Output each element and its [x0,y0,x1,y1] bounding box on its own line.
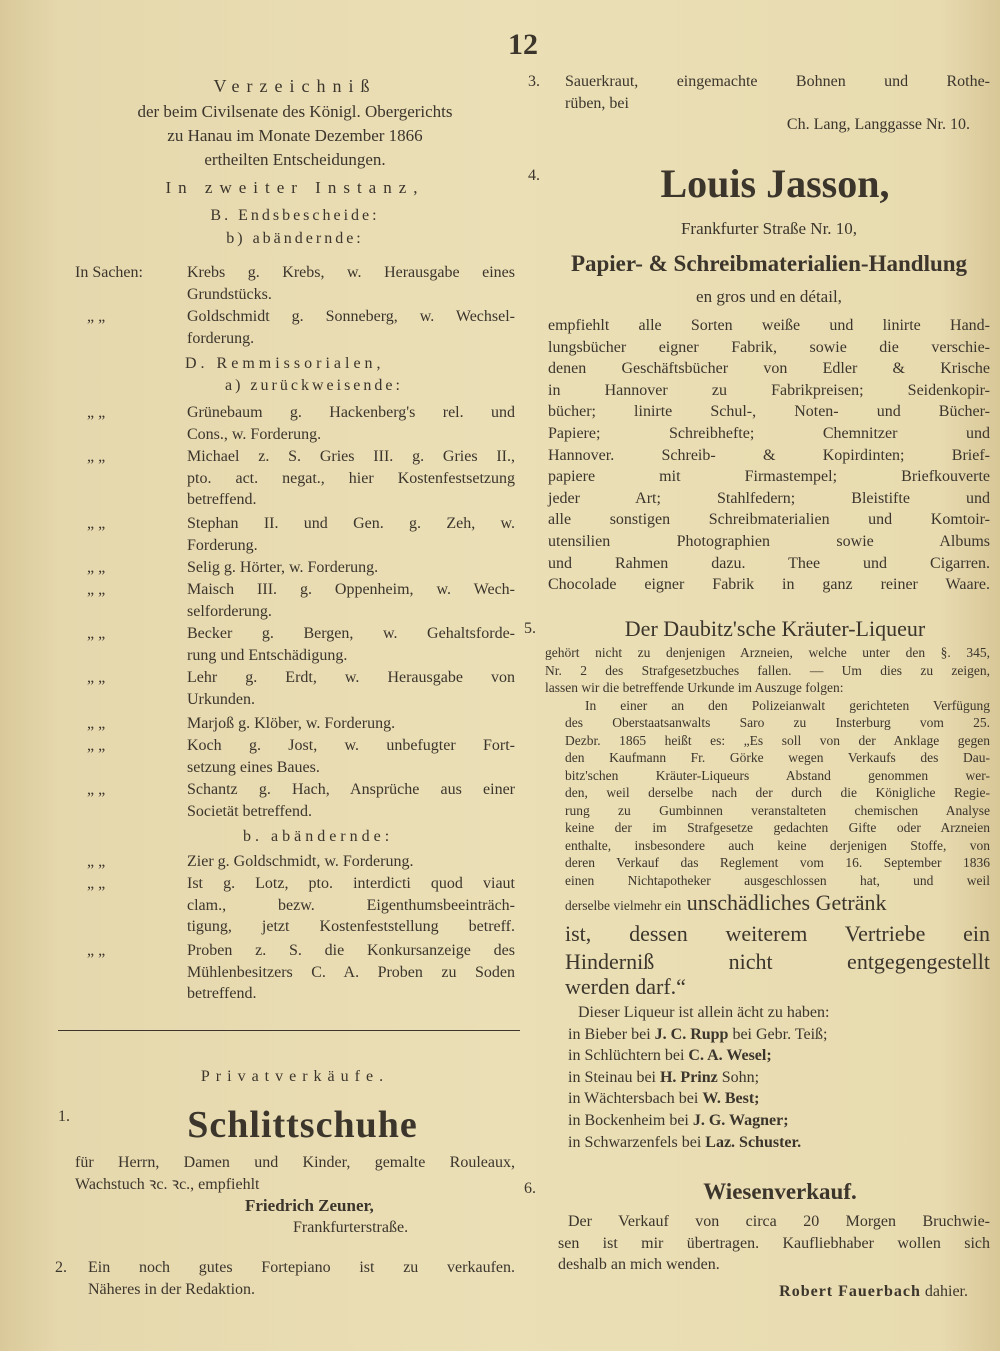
sellers-list [568,1002,990,1153]
seller-place: in Steinau bei [568,1068,656,1086]
quote-line [565,889,990,920]
entry-prefix: In Sachen: [75,264,143,281]
entry-line: Proben z. S. die Konkursanzeige des [187,942,515,959]
ad-number: 4. [528,167,540,184]
entry [75,940,515,1007]
ad-line: lassen wir die betreffende Urkunde im Auszuge folgen: [545,680,844,695]
entry-line: rung und Entschädigung. [187,646,348,664]
ad-line: deshalb an mich wenden. [558,1256,720,1274]
quote-line: den Kaufmann Fr. Görke wegen Verkaufs des Dau- [565,750,990,765]
entry-line: Lehr g. Erdt, w. Herausgabe von [187,669,515,686]
left-column [75,72,515,250]
seller-name: C. A. Wesel; [688,1047,772,1065]
entry-line: Schantz g. Hach, Ansprüche aus einer [187,781,515,798]
entry-line: setzung eines Baues. [187,758,320,776]
entry-prefix: „ „ [87,404,106,421]
ad-line: Wachstuch ꝛc. ꝛc., empfiehlt [75,1175,260,1193]
entry-prefix: „ „ [87,308,106,325]
ad-line: und Rahmen dazu. Thee und Cigarren. [548,554,990,572]
quote-emphasis: ist, dessen weiterem Vertriebe ein [565,921,990,946]
entry-line: Societät betreffend. [187,802,312,820]
ad-line: bücher; linirte Schul-, Noten- und Bücher- [548,403,990,421]
seller-name: J. G. Wagner; [692,1111,789,1129]
ad-line: in Hannover zu Fabrikpreisen; Seidenkopir- [548,381,990,399]
ad-line: jeder Art; Stahlfedern; Bleistifte und [548,489,990,507]
entry-prefix: „ „ [87,715,106,732]
entry-line: Becker g. Bergen, w. Gehaltsforde- [187,625,515,642]
entry-line: Marjoß g. Klöber, w. Forderung. [187,715,396,732]
entry-prefix: „ „ [87,875,106,892]
quote-line: des Oberstaatsanwalts Saro zu Insterburg vom 25. [565,715,990,730]
entry-prefix: „ „ [87,515,106,532]
quote-emphasis: werden darf.“ [565,974,686,999]
ad-line: Chocolade eigner Fabrik in ganz reiner Waare. [548,576,990,594]
seller-name: Laz. Schuster. [705,1133,802,1151]
ad-line: rüben, bei [565,94,629,112]
entry-prefix: „ „ [87,942,106,959]
entry [75,446,515,513]
entry-prefix: „ „ [87,625,106,642]
quote-small-text: derselbe vielmehr ein [565,898,682,913]
section-subheading: a) zurückweisende: [225,376,403,394]
ad-line: Ein noch gutes Fortepiano ist zu verkaufen. [88,1259,515,1276]
entry-line: Grünebaum g. Hackenberg's rel. und [187,404,515,421]
entry-prefix: „ „ [87,853,106,870]
entry-line: Selig g. Hörter, w. Forderung. [187,559,379,576]
seller-place: in Bieber bei [568,1025,651,1043]
quote-line: rung zu Gumbinnen veranstalteten chemischen Analyse [565,802,990,818]
page-number: 12 [508,28,538,61]
entries-group-2 [75,402,515,1007]
court-list-subtitle: ertheilten Entscheidungen. [204,150,386,169]
entry [75,851,515,873]
ad-2 [88,1257,515,1300]
entry-line: Mühlenbesitzers C. A. Proben zu Soden [187,963,515,981]
entry [75,513,515,557]
ad-headline: Louis Jasson, [660,161,890,206]
seller-note: dahier. [924,1282,968,1300]
seller-line [568,1110,990,1132]
entry [75,873,515,940]
ad-number: 2. [55,1259,67,1276]
ad-6 [558,1211,990,1302]
entries-group-1 [75,262,515,352]
entry-line: Cons., w. Forderung. [187,425,322,443]
ad-line: Näheres in der Redaktion. [88,1280,256,1298]
ad-line: gehört nicht zu denjenigen Arzneien, welche unter den §. 345, [545,645,990,660]
section-subheading: b) abändernde: [226,230,364,247]
ad-1 [75,1152,515,1238]
shop-trade: en gros und en détail, [696,287,842,306]
seller-name: H. Prinz [659,1068,718,1086]
entry [75,623,515,667]
seller-line [568,1024,990,1046]
ad-line: Der Verkauf von circa 20 Morgen Bruchwie- [568,1213,990,1230]
ad-line: sen ist mir übertragen. Kaufliebhaber wollen sich [558,1234,990,1252]
ad-number: 6. [524,1180,536,1197]
ad-line: denen Geschäftsbücher von Edler & Krische [548,360,990,378]
entry-prefix: „ „ [87,737,106,754]
column-divider [58,1030,520,1031]
ad-number: 1. [58,1108,70,1125]
entry-prefix: „ „ [87,581,106,598]
ad-line: Hannover. Schreib- & Kopirdinten; Brief- [548,446,990,464]
instance-heading: In zweiter Instanz, [165,178,425,197]
entry [187,306,515,349]
seller-name: J. C. Rupp [654,1025,729,1043]
quote-line: enthalte, insbesondere auch keine derjenigen Stoffe, von [565,837,990,853]
ad-line: Papiere; Schreibhefte; Chemnitzer und [548,424,990,442]
entry [75,402,515,446]
ad-number: 3. [528,73,540,90]
quote-line: deren Verkauf das Reglement vom 16. September 1836 [565,855,990,870]
entry [75,713,515,735]
entry-line: betreffend. [187,491,257,509]
entry-line: Michael z. S. Gries III. g. Gries II., [187,448,515,465]
entry [75,557,515,579]
quote-line: Dezbr. 1865 heißt es: „Es soll von der Anklage gegen [565,732,990,748]
seller-name: Ch. Lang, Langgasse Nr. 10. [786,116,970,134]
ad-number: 5. [524,620,536,637]
section-d [185,353,515,396]
entry [75,735,515,779]
quote-line: keine der im Strafgesetze gedachten Gifte oder Arzneien [565,820,990,835]
entry-line: tigung, jetzt Kostenfeststellung betreff. [187,918,515,936]
ad-headline: Der Daubitz'sche Kräuter-Liqueur [624,616,926,641]
entry-line: selforderung. [187,602,272,620]
seller-line [568,1045,990,1067]
entry-prefix: „ „ [87,448,106,465]
seller-place: in Wächtersbach bei [568,1090,699,1108]
ad-5-body [545,644,990,999]
entry-line: Koch g. Jost, w. unbefugter Fort- [187,737,515,754]
seller-note: Sohn; [721,1068,760,1086]
court-list-title: Verzeichniß [213,76,377,96]
entry-line: Ist g. Lotz, pto. interdicti quod viaut [187,875,515,892]
entry [187,262,515,305]
seller-address: Frankfurterstraße. [293,1218,409,1236]
entry-line: Krebs g. Krebs, w. Herausgabe eines [187,264,515,281]
seller-place: in Schwarzenfels bei [568,1133,702,1151]
entry-line: betreffend. [187,985,257,1003]
seller-name: Friedrich Zeuner, [245,1196,374,1216]
ad-headline: Schlittschuhe [187,1104,418,1146]
ad-headline: Wiesenverkauf. [703,1179,857,1204]
entry-line: clam., bezw. Eigenthumsbeeinträch- [187,896,515,914]
seller-place: in Schlüchtern bei [568,1047,685,1065]
entry-prefix: „ „ [87,669,106,686]
seller-line [568,1132,990,1154]
entry-line: Zier g. Goldschmidt, w. Forderung. [187,853,414,870]
ad-line: utensilien Photographien sowie Albums [548,532,990,550]
entry-prefix: „ „ [87,559,106,576]
quote-emphasis: unschädliches Getränk [686,890,887,915]
court-list-subtitle: zu Hanau im Monate Dezember 1866 [167,126,423,145]
seller-name: W. Best; [702,1090,760,1108]
section-subheading: b. abändernde: [243,828,394,845]
quote-line: den, weil derselbe nach der durch die Königliche Regie- [565,785,990,800]
seller-line [568,1088,990,1110]
private-sales-heading: Privatverkäufe. [200,1068,390,1085]
quote-line: einen Nichtapotheker ausgeschlossen hat, und weil [565,872,990,888]
ad-line: papiere mit Firmastempel; Briefkouverte [548,468,990,486]
seller-line [558,1281,990,1303]
seller-place: in Bockenheim bei [568,1111,689,1129]
entry [75,667,515,713]
seller-name: Robert Fauerbach [779,1282,921,1300]
ad-line: empfiehlt alle Sorten weiße und linirte Hand- [548,317,990,334]
entry [75,779,515,823]
seller-line [568,1067,990,1089]
section-heading: B. Endsbescheide: [210,207,380,224]
court-list-subtitle: der beim Civilsenate des Königl. Obergerichts [137,102,453,121]
entry-line: Grundstücks. [187,285,272,303]
seller-note: bei Gebr. Teiß; [732,1025,828,1043]
entry-line: Maisch III. g. Oppenheim, w. Wech- [187,581,515,598]
section-heading: D. Remmissorialen, [185,355,385,372]
entry-line: Stephan II. und Gen. g. Zeh, w. [187,515,515,532]
ad-4-body [548,315,990,596]
quote-line: In einer an den Polizeianwalt gerichteten Verfügung [585,697,990,713]
entry-prefix: „ „ [87,781,106,798]
entry-line: Goldschmidt g. Sonneberg, w. Wechsel- [187,308,515,325]
ad-3 [565,71,990,136]
shop-address: Frankfurter Straße Nr. 10, [680,219,858,238]
quote-line: bitz'schen Kräuter-Liqueurs Abstand genommen wer- [565,767,990,783]
quote-emphasis: Hinderniß nicht entgegengestellt [565,949,990,974]
entry-line: Urkunden. [187,690,255,708]
ad-line: für Herrn, Damen und Kinder, gemalte Rouleaux, [75,1154,515,1171]
ad-line: lungsbücher eigner Fabrik, sowie die verschie- [548,338,990,356]
ad-line: alle sonstigen Schreibmaterialien und Komtoir- [548,511,990,529]
entry [75,579,515,623]
ad-line: Sauerkraut, eingemachte Bohnen und Rothe- [565,73,990,90]
ad-line: Nr. 2 des Strafgesetzbuches fallen. — Um dies zu zeigen, [545,662,990,678]
ad-line: Dieser Liqueur ist allein ächt zu haben: [578,1004,830,1021]
entry-line: Forderung. [187,536,258,554]
shop-business: Papier- & Schreibmaterialien-Handlung [570,251,968,276]
entry-line: pto. act. negat., hier Kostenfestsetzung [187,469,515,487]
entry-line: forderung. [187,329,255,347]
